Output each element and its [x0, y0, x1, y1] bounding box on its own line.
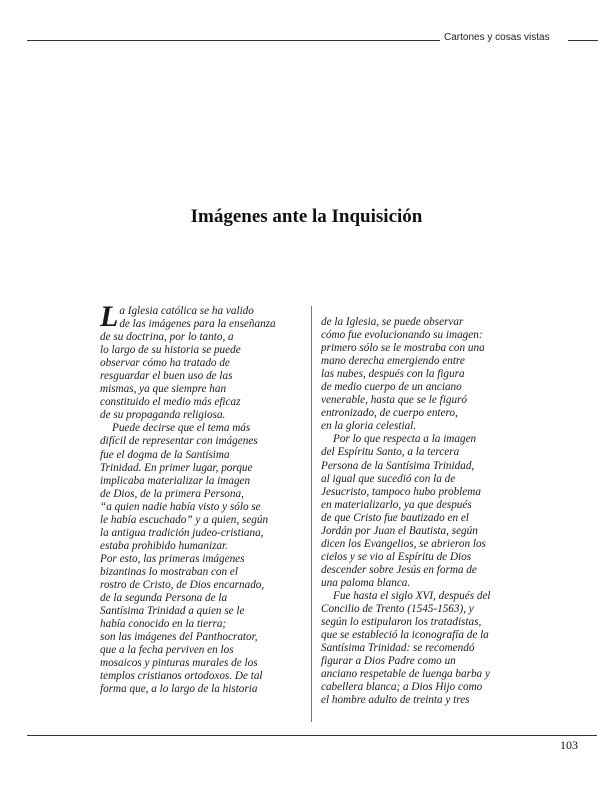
column-divider	[311, 306, 312, 722]
body-line: la antigua tradición judeo-cristiana,	[100, 526, 264, 539]
left-column	[100, 300, 300, 696]
body-line: Jesucristo, tampoco hubo problema	[321, 485, 481, 498]
body-line: que a la fecha perviven en los	[100, 644, 234, 657]
body-line: mano derecha emergiendo entre	[321, 355, 465, 368]
body-line: cielos y se vio al Espíritu de Dios	[321, 550, 472, 563]
footer-rule	[27, 735, 597, 736]
body-line: estaba prohibido humanizar.	[100, 539, 228, 552]
body-line: bizantinas lo mostraban con el	[100, 565, 238, 578]
body-line: Santísima Trinidad: se recomendó	[321, 642, 475, 655]
body-line: de su propaganda religiosa.	[100, 409, 226, 422]
body-line: una paloma blanca.	[321, 576, 411, 589]
body-line: La Iglesia católica se ha valido	[100, 300, 254, 333]
body-line: observar cómo ha tratado de	[100, 357, 230, 370]
body-line: son las imágenes del Panthocrator,	[100, 631, 258, 644]
body-line: Jordán por Juan el Bautista, según	[321, 524, 478, 537]
body-line: figurar a Dios Padre como un	[321, 655, 456, 668]
body-line: al igual que sucedió con la de	[321, 472, 456, 485]
body-line: en la gloria celestial.	[321, 420, 417, 433]
body-line: el hombre adulto de treinta y tres	[321, 694, 470, 707]
paragraph-start-line: Fue hasta el siglo XVI, después del	[333, 589, 491, 602]
body-line: de su doctrina, por lo tanto, a	[100, 331, 234, 344]
body-line: de la segunda Persona de la	[100, 592, 228, 605]
body-line: de las imágenes para la enseñanza	[119, 318, 276, 331]
body-line: Trinidad. En primer lugar, porque	[100, 461, 253, 474]
body-line: constituido el medio más eficaz	[100, 396, 241, 409]
body-line: de medio cuerpo de un anciano	[321, 381, 462, 394]
header-rule-right	[568, 40, 598, 41]
body-line: del Espíritu Santo, a la tercera	[321, 446, 460, 459]
body-line: “a quien nadie había visto y sólo se	[100, 500, 261, 513]
article-title: Imágenes ante la Inquisición	[190, 206, 423, 227]
body-line: cómo fue evolucionando su imagen:	[321, 329, 483, 342]
body-line: le había escuchado” y a quien, según	[100, 513, 269, 526]
body-line: primero sólo se le mostraba con una	[321, 342, 485, 355]
body-line: resguardar el buen uso de las	[100, 370, 233, 383]
body-line: difícil de representar con imágenes	[100, 435, 258, 448]
body-line: anciano respetable de luenga barba y	[321, 668, 490, 681]
body-line: había conocido en la tierra;	[100, 618, 227, 631]
body-line: rostro de Cristo, de Dios encarnado,	[100, 578, 265, 591]
running-header: Cartones y cosas vistas	[444, 32, 550, 43]
drop-cap: L	[100, 300, 119, 333]
body-line: descender sobre Jesús en forma de	[321, 563, 477, 576]
body-line: mismas, ya que siempre han	[100, 383, 227, 396]
body-line: venerable, hasta que se le figuró	[321, 394, 468, 407]
right-column	[321, 316, 531, 707]
body-line: lo largo de su historia se puede	[100, 344, 241, 357]
body-line: Concilio de Trento (1545-1563), y	[321, 603, 474, 616]
body-line: de que Cristo fue bautizado en el	[321, 511, 469, 524]
body-line: implicaba materializar la imagen	[100, 474, 251, 487]
body-line: las nubes, después con la figura	[321, 368, 465, 381]
header-rule-left	[27, 40, 440, 41]
page-number: 103	[560, 738, 578, 752]
body-line: según lo estipularon los tratadistas,	[321, 616, 482, 629]
body-line: en materializarlo, ya que después	[321, 498, 472, 511]
body-line: fue el dogma de la Santísima	[100, 448, 230, 461]
body-line: entronizado, de cuerpo entero,	[321, 407, 458, 420]
body-line: cabellera blanca; a Dios Hijo como	[321, 681, 483, 694]
body-line: Por esto, las primeras imágenes	[100, 552, 245, 565]
body-line: forma que, a lo largo de la historia	[100, 683, 258, 696]
body-line: templos cristianos ortodoxos. De tal	[100, 670, 263, 683]
body-line: de Dios, de la primera Persona,	[100, 487, 244, 500]
paragraph-start-line: Puede decirse que el tema más	[112, 422, 251, 435]
paragraph-start-line: Por lo que respecta a la imagen	[333, 433, 477, 446]
body-line: dicen los Evangelios, se abrieron los	[321, 537, 486, 550]
body-line: que se estableció la iconografía de la	[321, 629, 489, 642]
body-line: Santísima Trinidad a quien se le	[100, 605, 245, 618]
body-line: de la Iglesia, se puede observar	[321, 316, 464, 328]
body-line: mosaicos y pinturas murales de los	[100, 657, 258, 670]
body-line: Persona de la Santísima Trinidad,	[321, 459, 475, 472]
